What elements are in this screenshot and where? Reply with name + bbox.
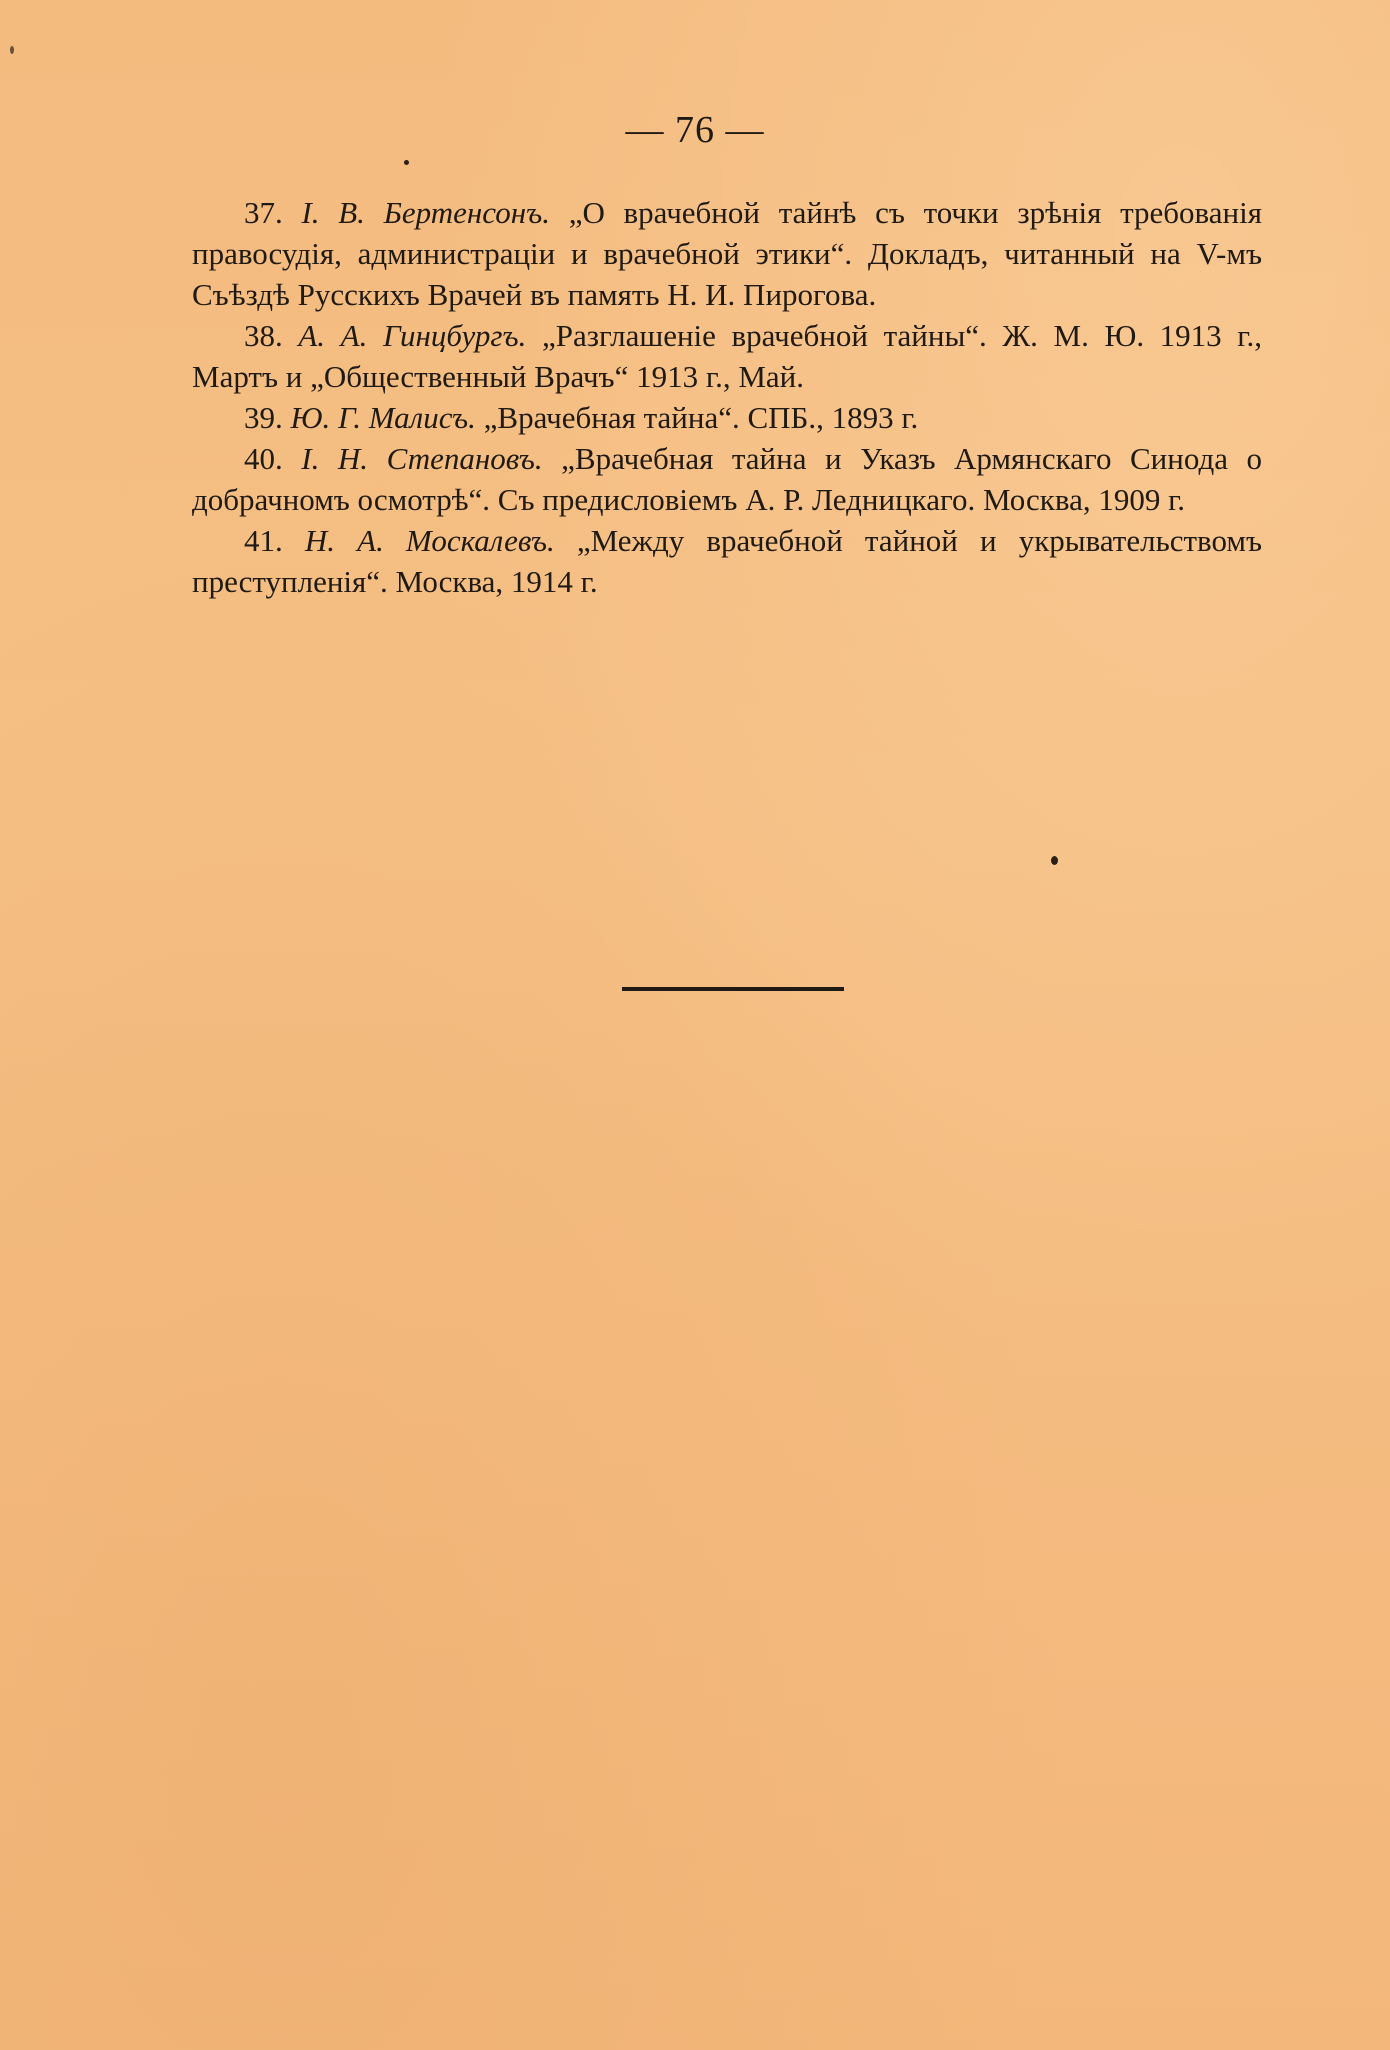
entry-number: 39. (244, 400, 283, 435)
bibliography-list (192, 192, 1262, 602)
page-number: — 76 — (625, 109, 765, 151)
entry-author: І. Н. Степановъ. (301, 441, 543, 476)
bibliography-entry-41 (192, 520, 1262, 602)
entry-number: 37. (244, 195, 283, 230)
entry-author: Ю. Г. Малисъ. (290, 400, 476, 435)
entry-text: „Разглашеніе врачебной тайны“. Ж. М. Ю. 1913 г., Мартъ и „Общественный Врачъ“ 1913 г., Май. (192, 318, 1263, 394)
ink-speck (404, 160, 409, 165)
entry-text: „О врачебной тайнѣ съ точки зрѣнія требованія правосудія, администраціи и врачебной этики“. Докладъ, читанный на V-мъ Съѣздѣ Русскихъ Врачей въ память Н. И. Пирогова. (192, 195, 1262, 312)
ink-speck (10, 46, 14, 54)
entry-author: А. А. Гинцбургъ. (298, 318, 527, 353)
entry-text: „Врачебная тайна“. СПБ., 1893 г. (483, 400, 919, 435)
ink-speck (1051, 856, 1058, 865)
entry-text: „Между врачебной тайной и укрывательствомъ преступленія“. Москва, 1914 г. (192, 523, 1262, 599)
bibliography-entry-40 (192, 438, 1262, 520)
entry-text: „Врачебная тайна и Указъ Армянскаго Синода о добрачномъ осмотрѣ“. Съ предисловіемъ А. Р. Ледницкаго. Москва, 1909 г. (192, 441, 1263, 517)
bibliography-entry-39 (192, 397, 1262, 438)
entry-number: 38. (244, 318, 283, 353)
entry-author: Н. А. Москалевъ. (304, 523, 555, 558)
entry-author: І. В. Бертенсонъ. (301, 195, 550, 230)
entry-number: 40. (244, 441, 283, 476)
entry-number: 41. (244, 523, 283, 558)
section-divider-rule (622, 987, 844, 991)
bibliography-entry-37 (192, 192, 1262, 315)
bibliography-entry-38 (192, 315, 1262, 397)
